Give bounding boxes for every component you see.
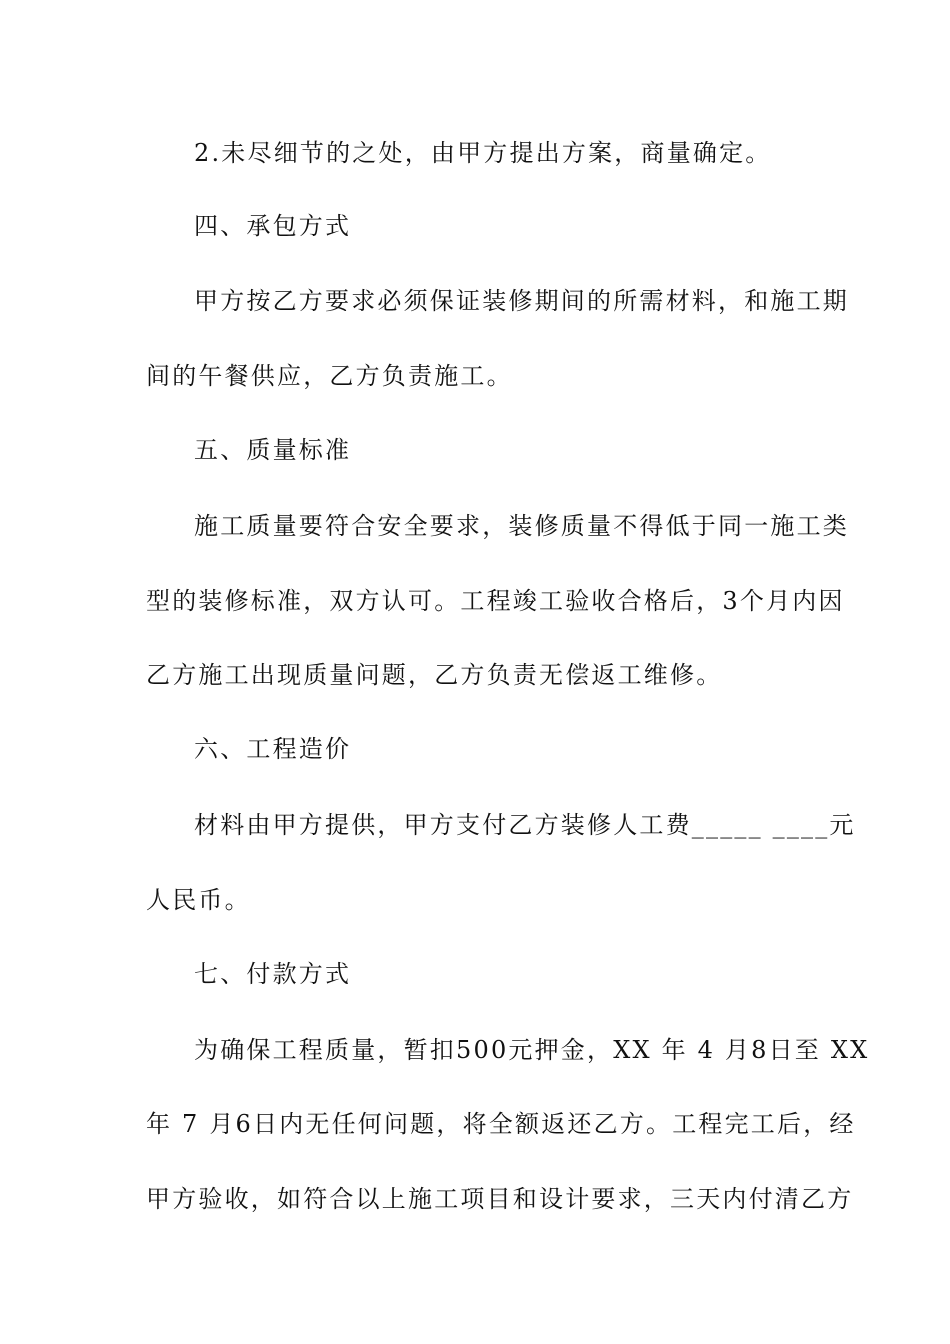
paragraph-line: 材料由甲方提供，甲方支付乙方装修人工费_____ ____元 (194, 811, 856, 839)
paragraph-line: 甲方验收，如符合以上施工项目和设计要求，三天内付清乙方 (146, 1185, 854, 1213)
paragraph-line: 型的装修标准，双方认可。工程竣工验收合格后，3个月内因 (146, 587, 845, 615)
section-heading-6: 六、工程造价 (194, 735, 352, 763)
paragraph-line: 人民币。 (146, 886, 251, 914)
paragraph-line: 间的午餐供应，乙方负责施工。 (146, 362, 513, 390)
paragraph-line: 乙方施工出现质量问题，乙方负责无偿返工维修。 (146, 661, 723, 689)
paragraph-line: 为确保工程质量，暂扣500元押金，XX 年 4 月8日至 XX (194, 1036, 870, 1064)
clause-2-text: 2.未尽细节的之处，由甲方提出方案，商量确定。 (194, 139, 772, 167)
paragraph-line: 年 7 月6日内无任何问题，将全额返还乙方。工程完工后，经 (146, 1110, 856, 1138)
section-heading-4: 四、承包方式 (194, 212, 352, 240)
paragraph-line: 甲方按乙方要求必须保证装修期间的所需材料，和施工期 (194, 287, 849, 315)
paragraph-line: 施工质量要符合安全要求，装修质量不得低于同一施工类 (194, 512, 849, 540)
section-heading-5: 五、质量标准 (194, 436, 352, 464)
section-heading-7: 七、付款方式 (194, 960, 352, 988)
